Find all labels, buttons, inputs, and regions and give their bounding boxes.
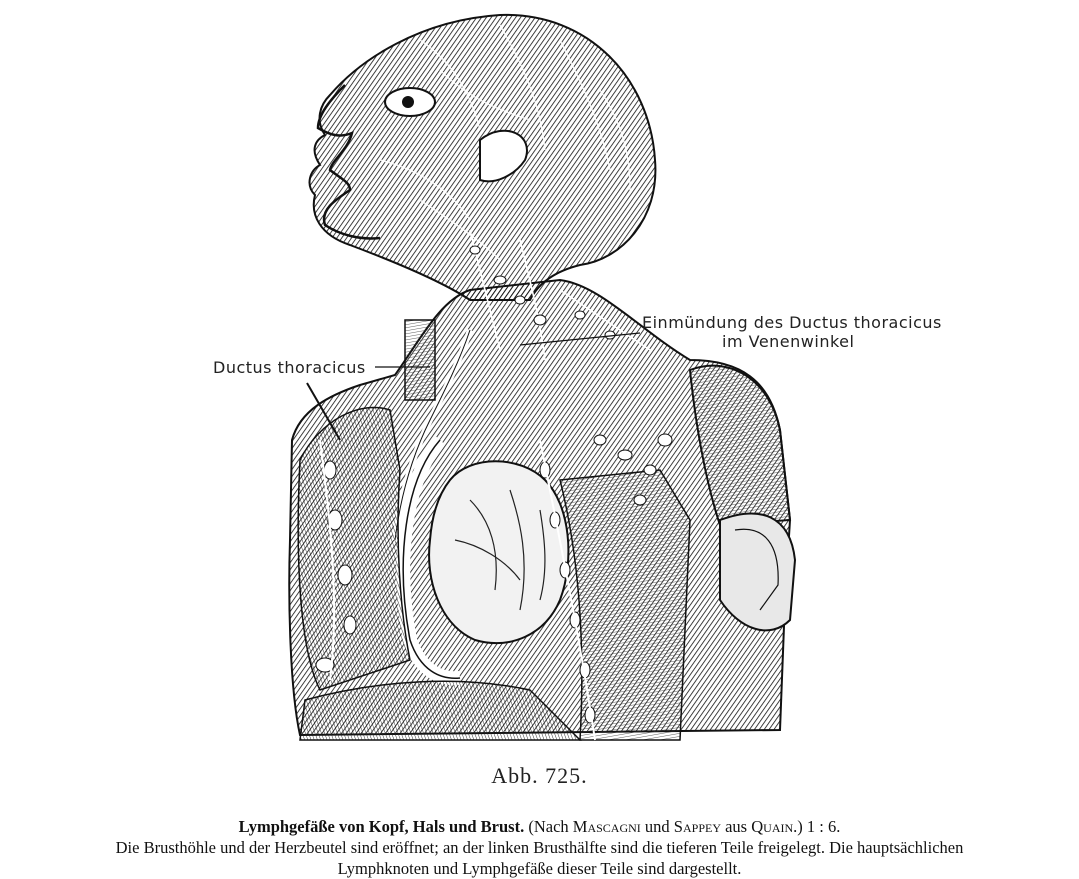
left-lung <box>298 407 410 690</box>
caption-author-quain: Quain <box>751 817 794 836</box>
caption-title: Lymphgefäße von Kopf, Hals und Brust. <box>238 817 525 836</box>
heart <box>429 461 568 643</box>
arm-stump <box>720 513 795 630</box>
label-einmuendung-line2: im Venenwinkel <box>722 332 855 351</box>
label-ductus-thoracicus: Ductus thoracicus <box>213 358 366 377</box>
caption-and: und <box>640 817 674 836</box>
caption-line-1 <box>0 816 1079 837</box>
trachea <box>405 320 435 400</box>
caption-line-3: Lymphknoten und Lymphgefäße dieser Teile sind dargestellt. <box>337 859 742 878</box>
caption-author-mascagni: Mascagni <box>572 817 641 836</box>
label-einmuendung-line1: Einmündung des Ductus thoracicus <box>642 313 942 332</box>
caption-author-sappey: Sappey <box>673 817 721 836</box>
caption-line-2: Die Brusthöhle und der Herzbeutel sind eröffnet; an der linken Brusthälfte sind die tieferen Teile freigelegt. Die hauptsächlichen <box>115 838 964 857</box>
caption-source-open: (Nach <box>528 817 573 836</box>
figure-caption <box>0 816 1079 879</box>
caption-source-close: .) 1 : 6. <box>793 817 841 836</box>
figure-number: Abb. 725. <box>491 763 588 788</box>
caption-aus: aus <box>720 817 752 836</box>
